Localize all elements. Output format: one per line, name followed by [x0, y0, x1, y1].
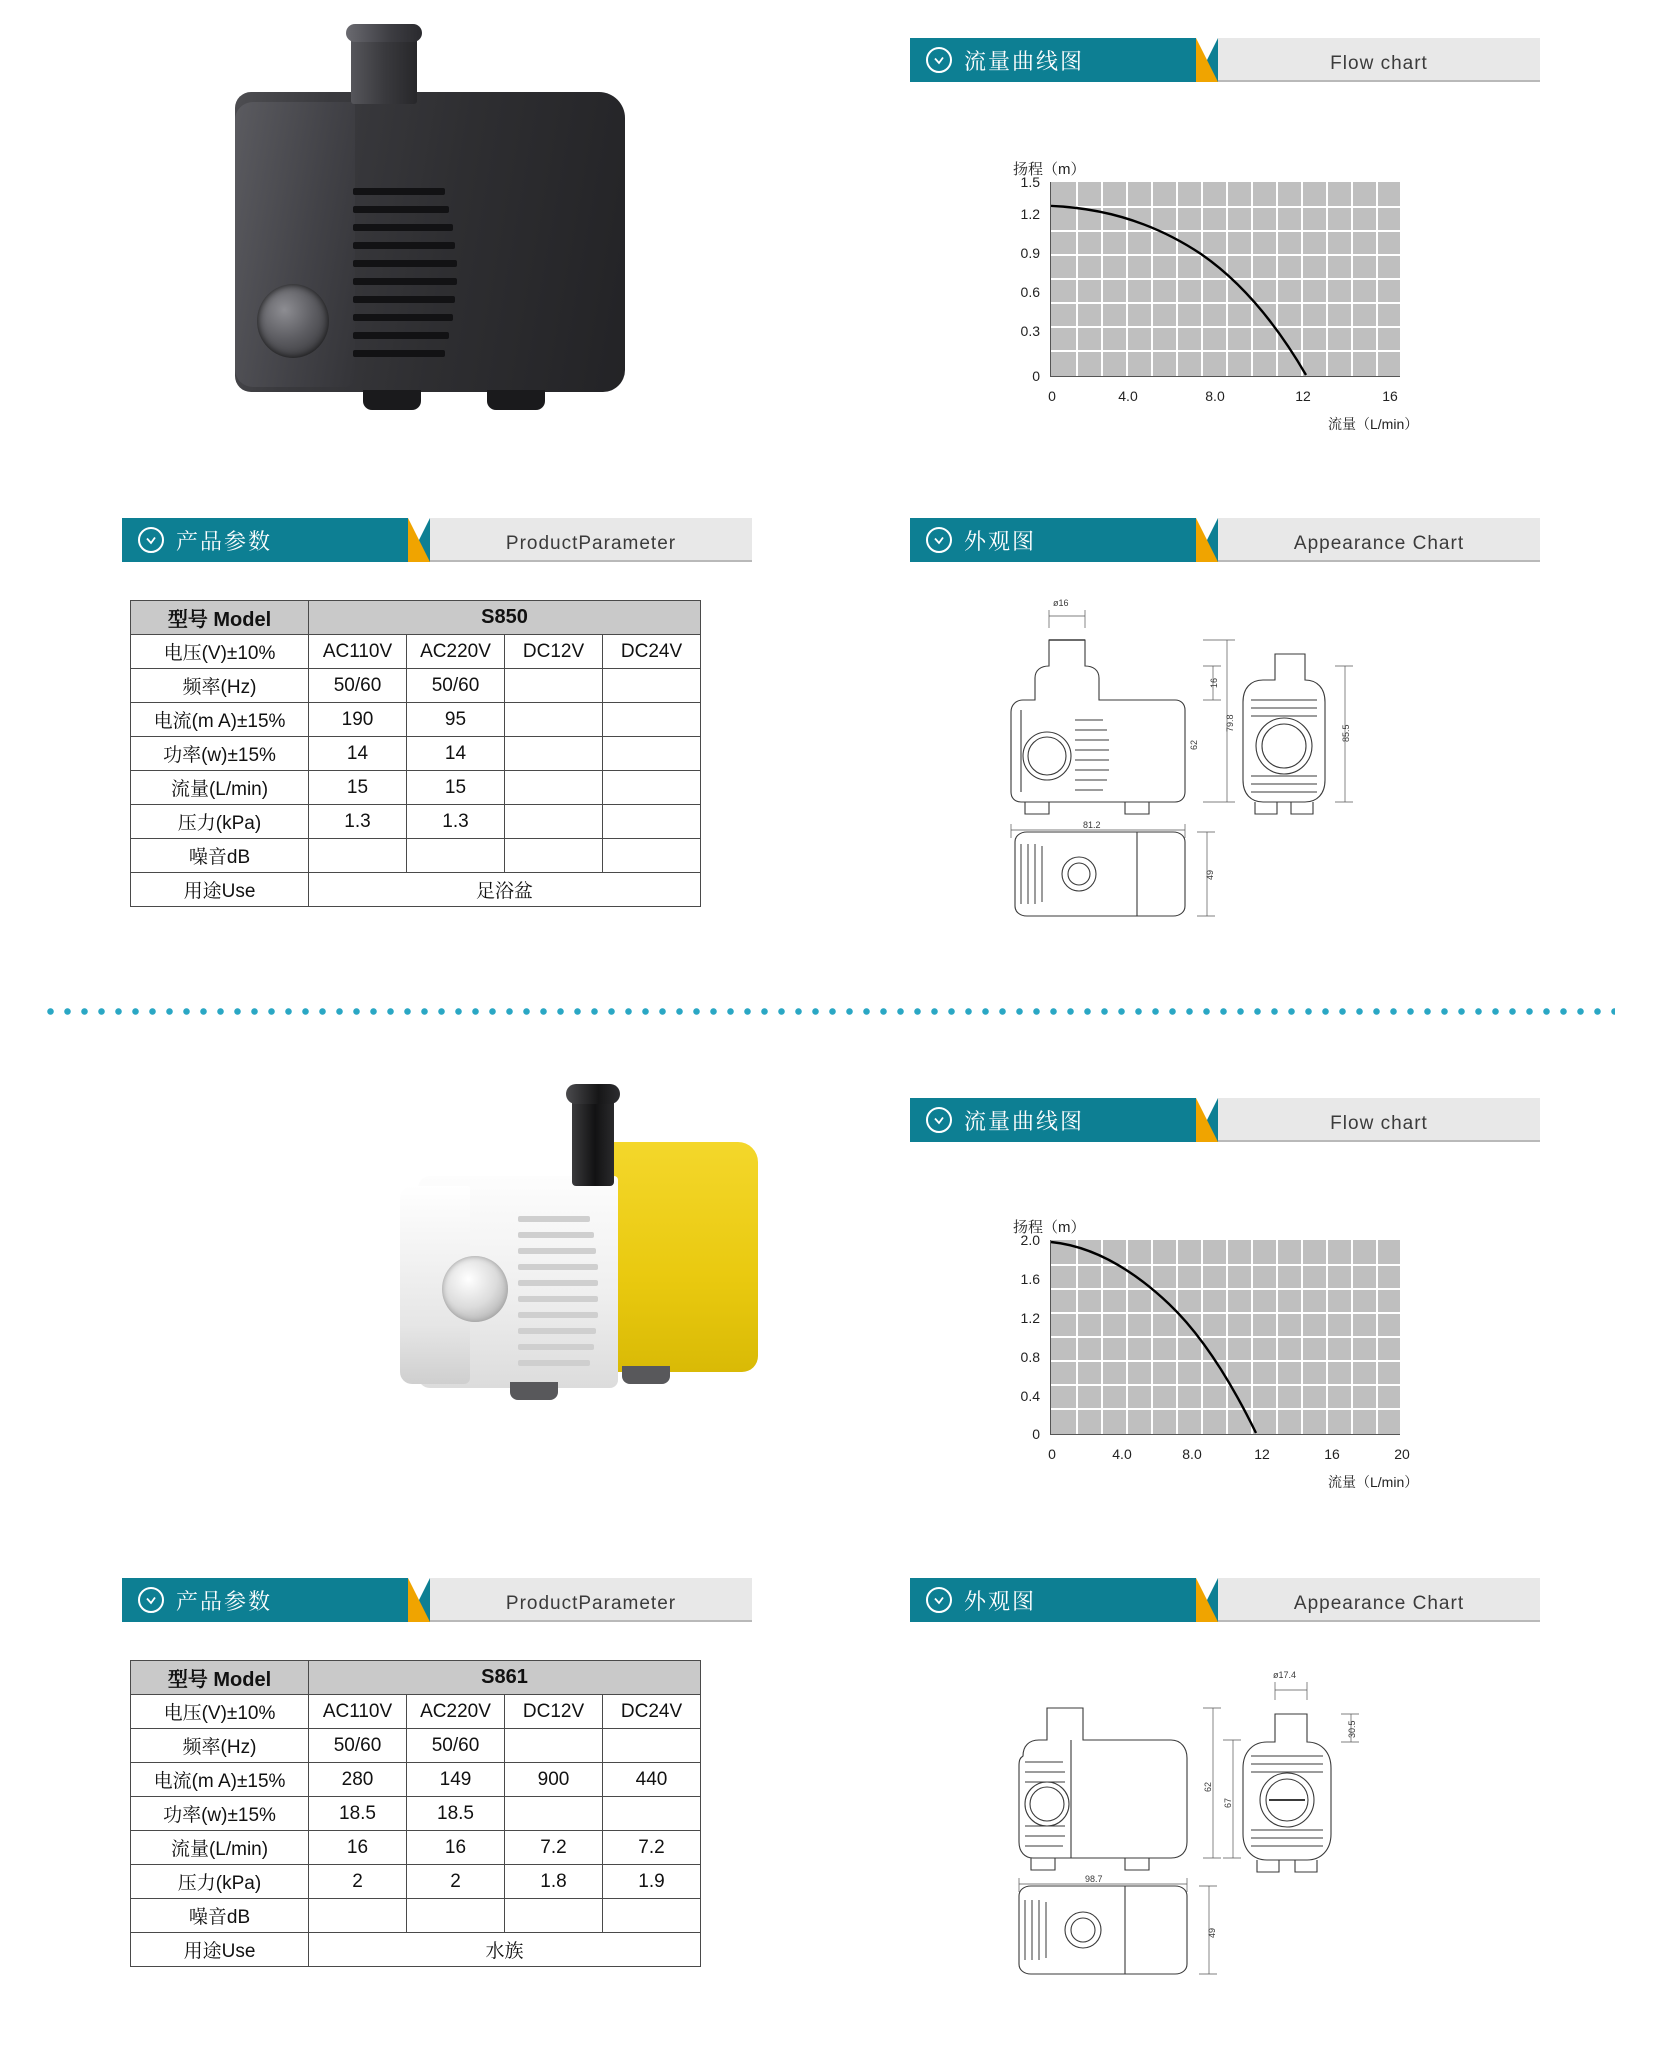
product-parameter-banner-s861	[122, 1578, 752, 1622]
table-row	[131, 1797, 701, 1831]
row-label: 电压(V)±10%	[131, 635, 309, 669]
chart-x-axis-title: 流量（L/min）	[1328, 1474, 1419, 1490]
row-value	[505, 1729, 603, 1763]
chart-x-axis-title: 流量（L/min）	[1328, 416, 1419, 432]
pump-fin	[518, 1328, 596, 1334]
row-value: 900	[505, 1763, 603, 1797]
pump-fin	[518, 1312, 598, 1318]
pump-outlet-spout	[351, 32, 417, 104]
appearance-banner-s850	[910, 518, 1540, 562]
chart-ytick: 0.9	[1020, 245, 1040, 261]
row-value: 50/60	[309, 1729, 407, 1763]
flow-chart-banner-s861	[910, 1098, 1540, 1142]
appearance-drawing-s850	[975, 580, 1475, 930]
table-row	[131, 1933, 701, 1967]
chart-ytick: 1.6	[1020, 1271, 1040, 1287]
table-row	[131, 1661, 701, 1695]
table-row	[131, 771, 701, 805]
row-value	[603, 771, 701, 805]
row-value: 95	[407, 703, 505, 737]
row-value: 16	[407, 1831, 505, 1865]
pump-fin	[353, 242, 455, 249]
table-row	[131, 1763, 701, 1797]
row-value	[309, 839, 407, 873]
table-row	[131, 1729, 701, 1763]
table-row	[131, 703, 701, 737]
pump-foot	[622, 1366, 670, 1384]
row-value: AC220V	[407, 635, 505, 669]
chart-ytick: 0.4	[1020, 1388, 1040, 1404]
table-header-label: 型号 Model	[131, 1661, 309, 1695]
table-row	[131, 669, 701, 703]
row-label: 功率(w)±15%	[131, 737, 309, 771]
check-circle-icon	[138, 1587, 164, 1613]
row-value: 14	[309, 737, 407, 771]
row-value	[505, 839, 603, 873]
banner-en-text: ProductParameter	[505, 533, 677, 554]
row-value	[505, 805, 603, 839]
pump-fin	[518, 1248, 596, 1254]
chart-xtick: 20	[1394, 1446, 1410, 1462]
chart-ytick: 2.0	[1020, 1232, 1040, 1248]
chart-ytick: 0	[1032, 368, 1040, 384]
svg-text:ø16: ø16	[1053, 598, 1069, 608]
row-label: 噪音dB	[131, 1899, 309, 1933]
svg-text:49: 49	[1205, 869, 1215, 880]
chart-y-axis-title: 扬程（m）	[1013, 161, 1086, 178]
row-label: 流量(L/min)	[131, 1831, 309, 1865]
banner-en-block	[1218, 38, 1540, 82]
row-value: DC24V	[603, 1695, 701, 1729]
product-parameter-banner-s850	[122, 518, 752, 562]
pump-fin	[518, 1296, 598, 1302]
chart-xtick: 16	[1324, 1446, 1340, 1462]
product-photo-s861	[400, 1090, 820, 1450]
row-value: DC12V	[505, 635, 603, 669]
banner-en-block	[430, 1578, 752, 1622]
pump-foot	[363, 390, 421, 410]
svg-text:30.5: 30.5	[1347, 1720, 1357, 1738]
banner-cn-block	[122, 1578, 408, 1622]
row-value	[603, 1899, 701, 1933]
pump-outlet-spout	[572, 1090, 614, 1186]
row-value: DC24V	[603, 635, 701, 669]
row-value	[603, 703, 701, 737]
chart-ytick: 0.6	[1020, 284, 1040, 300]
chart-xtick: 4.0	[1112, 1446, 1132, 1462]
chart-curve	[1051, 182, 1401, 377]
chart-xtick: 0	[1048, 1446, 1056, 1462]
banner-cn-block	[910, 1578, 1196, 1622]
table-header-model: S861	[309, 1661, 701, 1695]
check-circle-icon	[926, 47, 952, 73]
row-value	[603, 1729, 701, 1763]
row-value: 水族	[309, 1933, 701, 1967]
banner-cn-text: 外观图	[964, 1588, 1037, 1614]
row-label: 电压(V)±10%	[131, 1695, 309, 1729]
table-row	[131, 805, 701, 839]
pump-fin	[353, 296, 455, 303]
row-value: 15	[407, 771, 505, 805]
pump-fin	[518, 1344, 594, 1350]
flow-chart-s850	[910, 140, 1540, 460]
row-value: 18.5	[309, 1797, 407, 1831]
svg-text:81.2: 81.2	[1083, 820, 1101, 830]
chart-xtick: 12	[1254, 1446, 1270, 1462]
row-value	[603, 805, 701, 839]
row-label: 频率(Hz)	[131, 1729, 309, 1763]
pump-fin	[518, 1232, 594, 1238]
svg-text:85.5: 85.5	[1341, 724, 1351, 742]
row-value: 7.2	[603, 1831, 701, 1865]
pump-fin	[353, 350, 445, 357]
row-value: 2	[309, 1865, 407, 1899]
banner-en-block	[1218, 1098, 1540, 1142]
check-circle-icon	[926, 1107, 952, 1133]
banner-cn-block	[910, 38, 1196, 82]
pump-fin	[353, 206, 449, 213]
table-row	[131, 601, 701, 635]
banner-cn-block	[910, 518, 1196, 562]
pump-impeller-hole	[257, 284, 329, 358]
row-value	[505, 1797, 603, 1831]
spec-table-s861	[130, 1660, 701, 1967]
banner-en-text: Appearance Chart	[1293, 533, 1465, 554]
row-label: 压力(kPa)	[131, 805, 309, 839]
pump-foot	[510, 1382, 558, 1400]
row-value	[505, 703, 603, 737]
row-label: 流量(L/min)	[131, 771, 309, 805]
svg-text:49: 49	[1207, 1927, 1217, 1938]
row-value: 1.9	[603, 1865, 701, 1899]
banner-en-block	[430, 518, 752, 562]
svg-text:62: 62	[1203, 1781, 1213, 1792]
row-value: AC110V	[309, 635, 407, 669]
row-value	[505, 771, 603, 805]
spec-table-s850	[130, 600, 701, 907]
row-value: 2	[407, 1865, 505, 1899]
banner-en-text: ProductParameter	[505, 1593, 677, 1614]
table-header-model: S850	[309, 601, 701, 635]
svg-text:98.7: 98.7	[1085, 1874, 1103, 1884]
flow-chart-banner-s850	[910, 38, 1540, 82]
banner-cn-block	[122, 518, 408, 562]
row-label: 压力(kPa)	[131, 1865, 309, 1899]
pump-fin	[353, 260, 457, 267]
chart-ytick: 1.2	[1020, 206, 1040, 222]
table-row	[131, 839, 701, 873]
table-row	[131, 1899, 701, 1933]
banner-en-text: Flow chart	[1330, 1113, 1428, 1134]
banner-cn-text: 产品参数	[176, 1588, 273, 1614]
row-value: 190	[309, 703, 407, 737]
table-row	[131, 873, 701, 907]
chart-xtick: 4.0	[1118, 388, 1138, 404]
row-value: 14	[407, 737, 505, 771]
pump-fin	[518, 1360, 590, 1366]
pump-fin	[518, 1264, 598, 1270]
check-circle-icon	[926, 527, 952, 553]
row-value	[505, 1899, 603, 1933]
chart-xtick: 12	[1295, 388, 1311, 404]
chart-y-axis-title: 扬程（m）	[1013, 1219, 1086, 1236]
chart-plot-area	[1050, 1240, 1400, 1435]
chart-xtick: 16	[1382, 388, 1398, 404]
chart-xtick: 8.0	[1205, 388, 1225, 404]
row-value: 1.8	[505, 1865, 603, 1899]
chart-plot-area	[1050, 182, 1400, 377]
row-label: 频率(Hz)	[131, 669, 309, 703]
banner-en-block	[1218, 518, 1540, 562]
banner-cn-block	[910, 1098, 1196, 1142]
row-value: 440	[603, 1763, 701, 1797]
chart-ytick: 0	[1032, 1426, 1040, 1442]
chart-curve	[1051, 1240, 1401, 1435]
row-value: 149	[407, 1763, 505, 1797]
row-value: 50/60	[407, 1729, 505, 1763]
pump-foot	[487, 390, 545, 410]
table-row	[131, 1831, 701, 1865]
appearance-drawing-s861	[975, 1638, 1475, 1998]
svg-text:62: 62	[1189, 739, 1199, 750]
row-value: 280	[309, 1763, 407, 1797]
row-value: 1.3	[407, 805, 505, 839]
banner-cn-text: 流量曲线图	[964, 1108, 1085, 1134]
row-value: 15	[309, 771, 407, 805]
flow-chart-s861	[910, 1198, 1540, 1518]
row-label: 噪音dB	[131, 839, 309, 873]
pump-fin	[518, 1280, 598, 1286]
banner-en-block	[1218, 1578, 1540, 1622]
section-divider	[42, 1008, 1615, 1015]
row-value: AC110V	[309, 1695, 407, 1729]
row-value: 1.3	[309, 805, 407, 839]
chart-ytick: 1.2	[1020, 1310, 1040, 1326]
chart-ytick: 1.5	[1020, 174, 1040, 190]
product-photo-s850	[235, 30, 655, 450]
pump-fin	[518, 1216, 590, 1222]
row-value: 16	[309, 1831, 407, 1865]
row-value	[603, 839, 701, 873]
row-label: 电流(m A)±15%	[131, 703, 309, 737]
row-label: 电流(m A)±15%	[131, 1763, 309, 1797]
table-row	[131, 1695, 701, 1729]
row-value	[407, 1899, 505, 1933]
row-value: 50/60	[309, 669, 407, 703]
row-value: 50/60	[407, 669, 505, 703]
banner-cn-text: 流量曲线图	[964, 48, 1085, 74]
chart-ytick: 0.3	[1020, 323, 1040, 339]
svg-text:79.8: 79.8	[1225, 714, 1235, 732]
pump-fin	[353, 278, 457, 285]
row-label: 用途Use	[131, 1933, 309, 1967]
check-circle-icon	[926, 1587, 952, 1613]
pump-fin	[353, 332, 449, 339]
banner-cn-text: 外观图	[964, 528, 1037, 554]
row-value: AC220V	[407, 1695, 505, 1729]
row-value: 7.2	[505, 1831, 603, 1865]
row-value	[505, 669, 603, 703]
appearance-banner-s861	[910, 1578, 1540, 1622]
table-row	[131, 737, 701, 771]
table-row	[131, 635, 701, 669]
row-value: 18.5	[407, 1797, 505, 1831]
row-label: 用途Use	[131, 873, 309, 907]
chart-xtick: 0	[1048, 388, 1056, 404]
svg-text:67: 67	[1223, 1797, 1233, 1808]
row-value	[407, 839, 505, 873]
chart-xtick: 8.0	[1182, 1446, 1202, 1462]
pump-fin	[353, 188, 445, 195]
pump-fin	[353, 224, 453, 231]
row-value: DC12V	[505, 1695, 603, 1729]
row-value	[309, 1899, 407, 1933]
table-header-label: 型号 Model	[131, 601, 309, 635]
table-row	[131, 1865, 701, 1899]
row-value	[603, 1797, 701, 1831]
banner-en-text: Appearance Chart	[1293, 1593, 1465, 1614]
row-value	[603, 669, 701, 703]
pump-fin	[353, 314, 453, 321]
row-value	[603, 737, 701, 771]
pump-intake-housing	[235, 102, 355, 387]
row-value	[505, 737, 603, 771]
svg-text:ø17.4: ø17.4	[1273, 1670, 1297, 1680]
banner-cn-text: 产品参数	[176, 528, 273, 554]
row-value: 足浴盆	[309, 873, 701, 907]
chart-ytick: 0.8	[1020, 1349, 1040, 1365]
check-circle-icon	[138, 527, 164, 553]
pump-impeller-hole	[442, 1256, 508, 1322]
banner-en-text: Flow chart	[1330, 53, 1428, 74]
svg-text:16: 16	[1209, 677, 1219, 688]
row-label: 功率(w)±15%	[131, 1797, 309, 1831]
